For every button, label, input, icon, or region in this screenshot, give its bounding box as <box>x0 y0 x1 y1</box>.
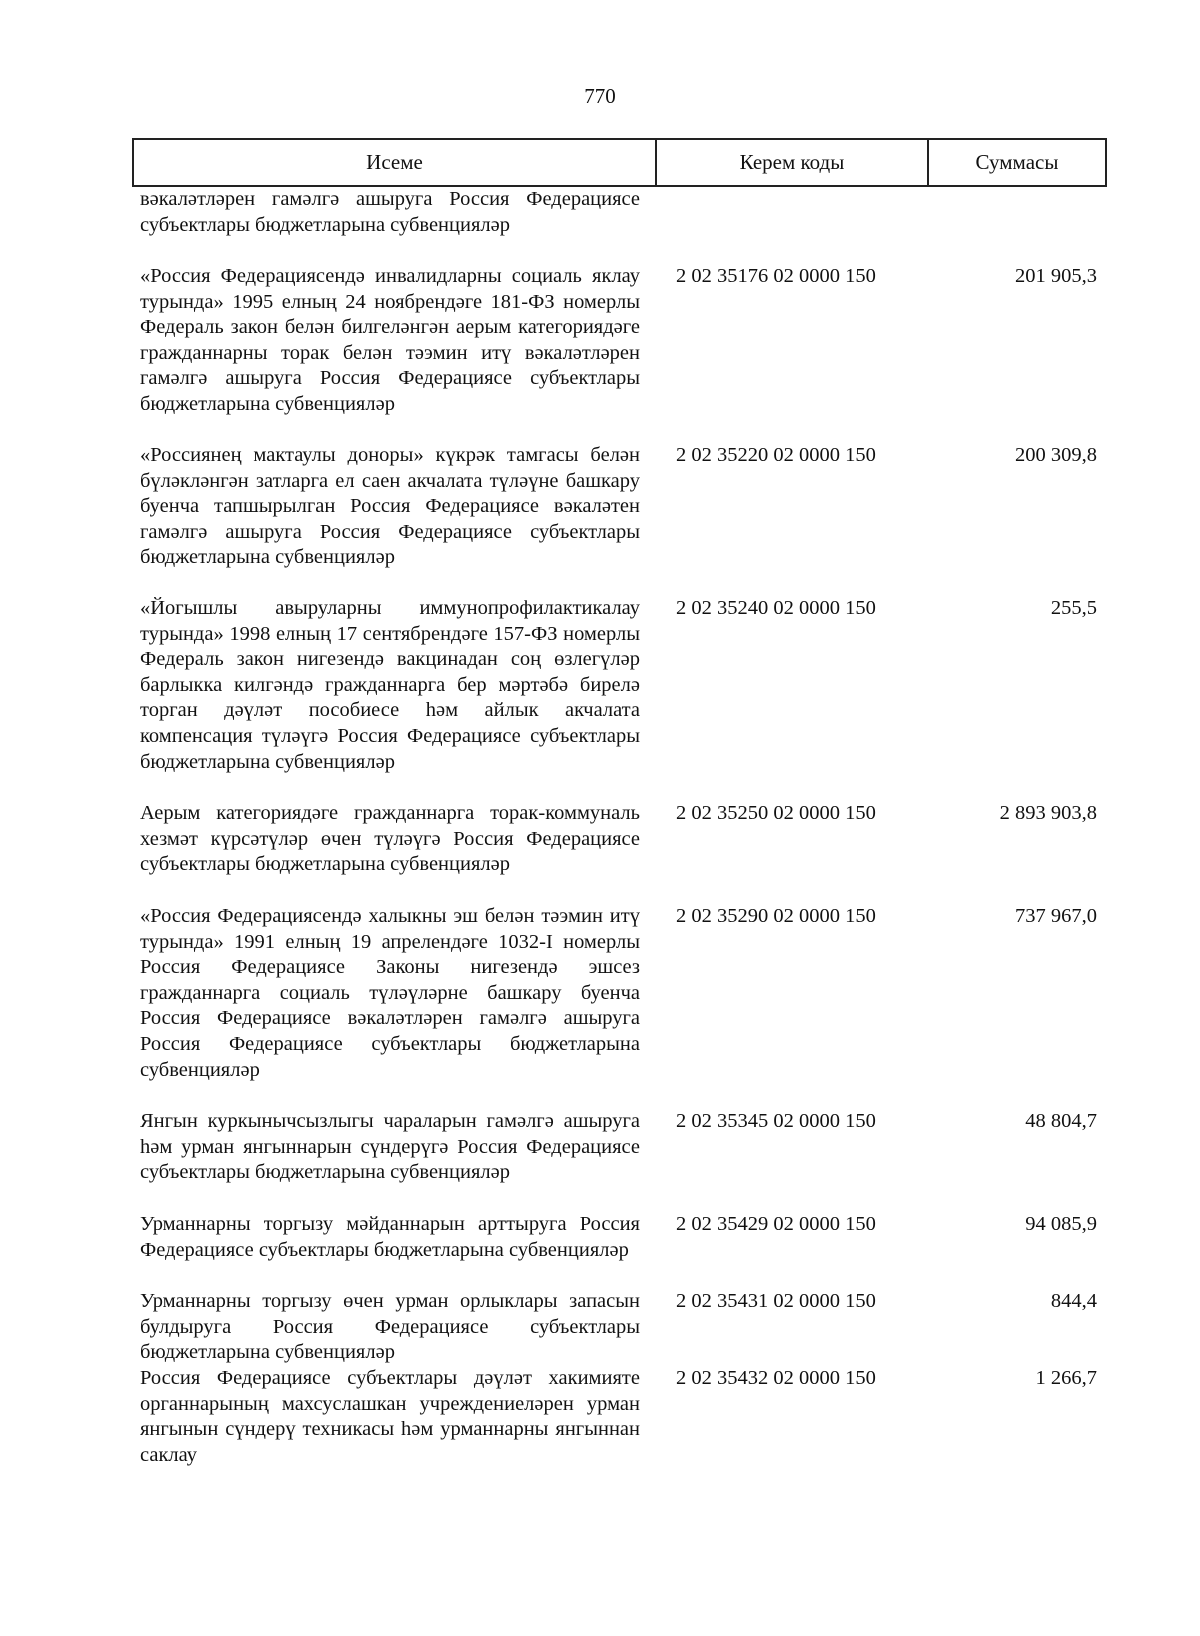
row-sum: 201 905,3 <box>1015 265 1097 287</box>
row-name: «Россия Федерациясендә инвалидларны социаль яклау турында» 1995 елның 24 ноябрендәге 181-ФЗ номерлы Федераль закон белән билгеләнгән аерым категориядәге гражданнарны торак белән тәэмин итү вәкаләтләрен гамәлгә ашыруга Россия Федерациясе субъектлары бюджетларына субвенцияләр <box>140 265 640 415</box>
row-name: Урманнарны торгызу мәйданнарын арттыруга Россия Федерациясе субъектлары бюджетларына субвенцияләр <box>140 1213 640 1261</box>
row-name: Урманнарны торгызу өчен урман орлыклары запасын булдыруга Россия Федерациясе субъектлары бюджетларына субвенцияләр <box>140 1290 640 1364</box>
column-header-code: Керем коды <box>657 140 929 185</box>
row-name: Янгын куркынычсызлыгы чараларын гамәлгә ашыруга һәм урман янгыннарын сүндерүгә Россия Федерациясе субъектлары бюджетларына субвенцияләр <box>140 1110 640 1184</box>
page-number: 770 <box>584 84 616 108</box>
column-header-sum: Суммасы <box>975 150 1059 174</box>
row-sum: 200 309,8 <box>1015 444 1097 466</box>
row-code: 2 02 35432 02 0000 150 <box>676 1367 876 1389</box>
row-sum: 1 266,7 <box>1035 1367 1097 1389</box>
row-sum: 2 893 903,8 <box>999 802 1097 824</box>
row-name: «Россия Федерациясендә халыкны эш белән тәэмин итү турында» 1991 елның 19 апрелендәге 1032-I номерлы Россия Федерациясе Законы нигезендә эшсез гражданнарга социаль түләүләрне башкару буенча Россия Федерациясе вәкаләтләрен гамәлгә ашыруга Россия Федерациясе субъектлары бюджетларына субвенцияләр <box>140 905 640 1081</box>
row-code: 2 02 35431 02 0000 150 <box>676 1290 876 1312</box>
row-code: 2 02 35250 02 0000 150 <box>676 802 876 824</box>
row-name: Аерым категориядәге гражданнарга торак-коммуналь хезмәт күрсәтүләр өчен түләүгә Россия Федерациясе субъектлары бюджетларына субвенцияләр <box>140 802 640 876</box>
row-name: вәкаләтләрен гамәлгә ашыруга Россия Федерациясе субъектлары бюджетларына субвенцияләр <box>140 188 640 236</box>
row-code: 2 02 35176 02 0000 150 <box>676 265 876 287</box>
row-sum: 255,5 <box>1050 597 1097 619</box>
table-header <box>132 138 1107 187</box>
row-code: 2 02 35429 02 0000 150 <box>676 1213 876 1235</box>
row-sum: 737 967,0 <box>1015 905 1097 927</box>
column-header-name: Исеме <box>134 140 657 185</box>
row-sum: 48 804,7 <box>1025 1110 1097 1132</box>
row-name: Россия Федерациясе субъектлары дәүләт хакимияте органнарының махсуслашкан учреждениеләрен урман янгынын сүндерү техникасы һәм урманнарны янгыннан саклау <box>140 1367 640 1466</box>
row-code: 2 02 35220 02 0000 150 <box>676 444 876 466</box>
row-name: «Россиянең мактаулы доноры» күкрәк тамгасы белән бүләкләнгән затларга ел саен акчалата түләүне башкару буенча тапшырылган Россия Федерациясе вәкаләтен гамәлгә ашыруга Россия Федерациясе субъектлары бюджетларына субвенцияләр <box>140 444 640 569</box>
row-sum: 94 085,9 <box>1025 1213 1097 1235</box>
row-code: 2 02 35240 02 0000 150 <box>676 597 876 619</box>
row-name: «Йогышлы авыруларны иммунопрофилактикалау турында» 1998 елның 17 сентябрендәге 157-ФЗ номерлы Федераль закон нигезендә вакцинадан соң өзлегүләр барлыкка килгәндә гражданнарга бер мәртәбә бирелә торган дәүләт пособиесе һәм айлык акчалата компенсация түләүгә Россия Федерациясе субъектлары бюджетларына субвенцияләр <box>140 597 640 773</box>
row-code: 2 02 35290 02 0000 150 <box>676 905 876 927</box>
row-sum: 844,4 <box>1050 1290 1097 1312</box>
row-code: 2 02 35345 02 0000 150 <box>676 1110 876 1132</box>
